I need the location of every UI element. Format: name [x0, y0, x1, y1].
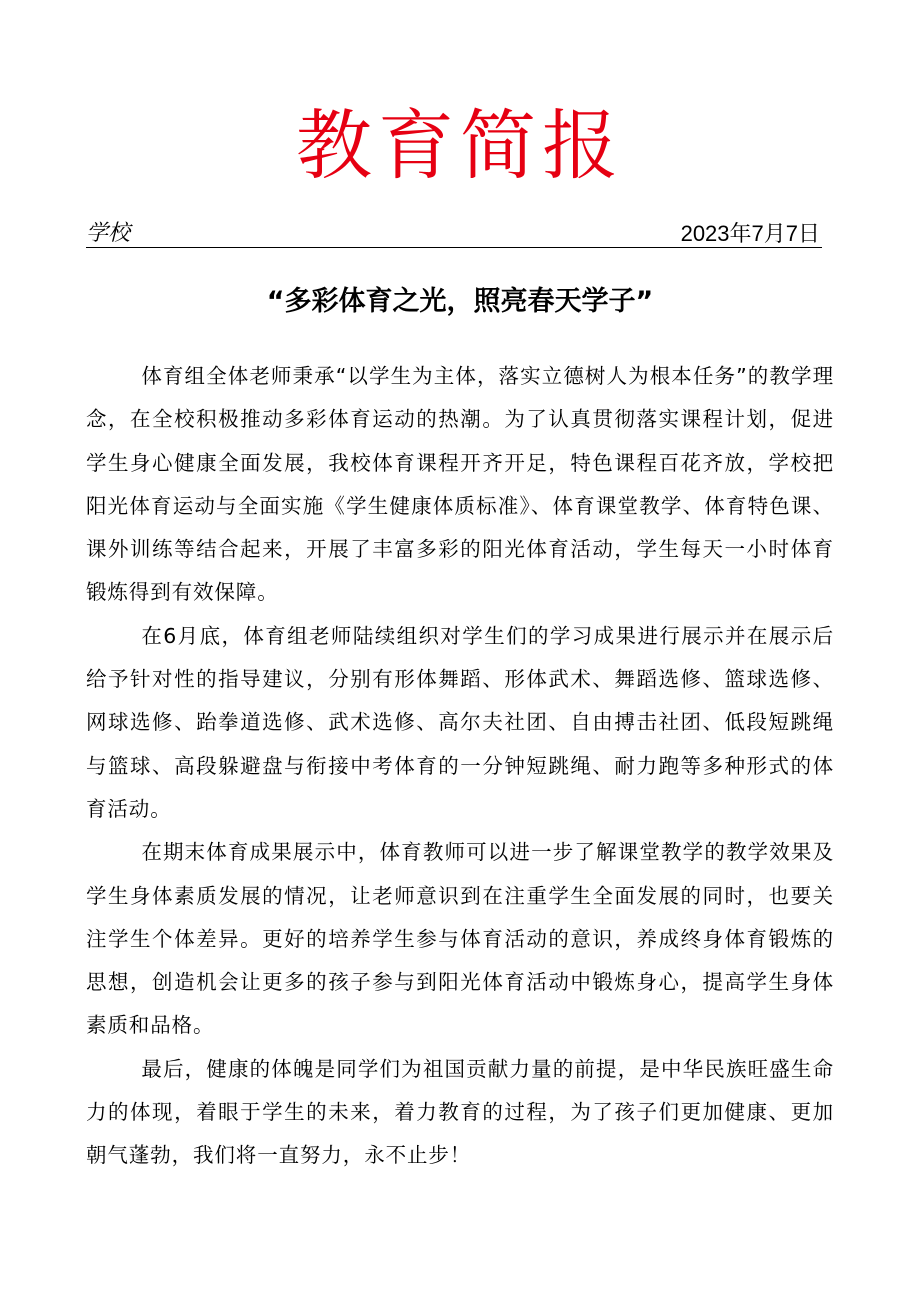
info-row [86, 217, 822, 248]
paragraph-4: 最后，健康的体魄是同学们为祖国贡献力量的前提，是中华民族旺盛生命力的体现，着眼于学生的未来，着力教育的过程，为了孩子们更加健康、更加朝气蓬勃，我们将一直努力，永不止步！ [86, 1056, 834, 1168]
paragraph-2: 在6月底，体育组老师陆续组织对学生们的学习成果进行展示并在展示后给予针对性的指导建议，分别有形体舞蹈、形体武术、舞蹈选修、篮球选修、网球选修、跆拳道选修、武术选修、高尔夫社团、自由搏击社团、低段短跳绳与篮球、高段躲避盘与衔接中考体育的一分钟短跳绳、耐力跑等多种形式的体育活动。 [86, 623, 834, 821]
school-label: 学校 [86, 221, 131, 246]
article-body [86, 355, 834, 1178]
article-headline: “多彩体育之光，照亮春天学子” [266, 286, 654, 317]
issue-date: 2023年7月7日 [680, 221, 820, 246]
paragraph-3: 在期末体育成果展示中，体育教师可以进一步了解课堂教学的教学效果及学生身体素质发展的情况，让老师意识到在注重学生全面发展的同时，也要关注学生个体差异。更好的培养学生参与体育活动的意识，养成终身体育锻炼的思想，创造机会让更多的孩子参与到阳光体育活动中锻炼身心，提高学生身体素质和品格。 [86, 840, 834, 1038]
paragraph-1: 体育组全体老师秉承“以学生为主体，落实立德树人为根本任务”的教学理念，在全校积极推动多彩体育运动的热潮。为了认真贯彻落实课程计划，促进学生身心健康全面发展，我校体育课程开齐开足，特色课程百花齐放，学校把阳光体育运动与全面实施《学生健康体质标准》、体育课堂教学、体育特色课、课外训练等结合起来，开展了丰富多彩的阳光体育活动，学生每天一小时体育锻炼得到有效保障。 [86, 364, 834, 605]
newsletter-masthead-title: 教育简报 [296, 101, 624, 190]
